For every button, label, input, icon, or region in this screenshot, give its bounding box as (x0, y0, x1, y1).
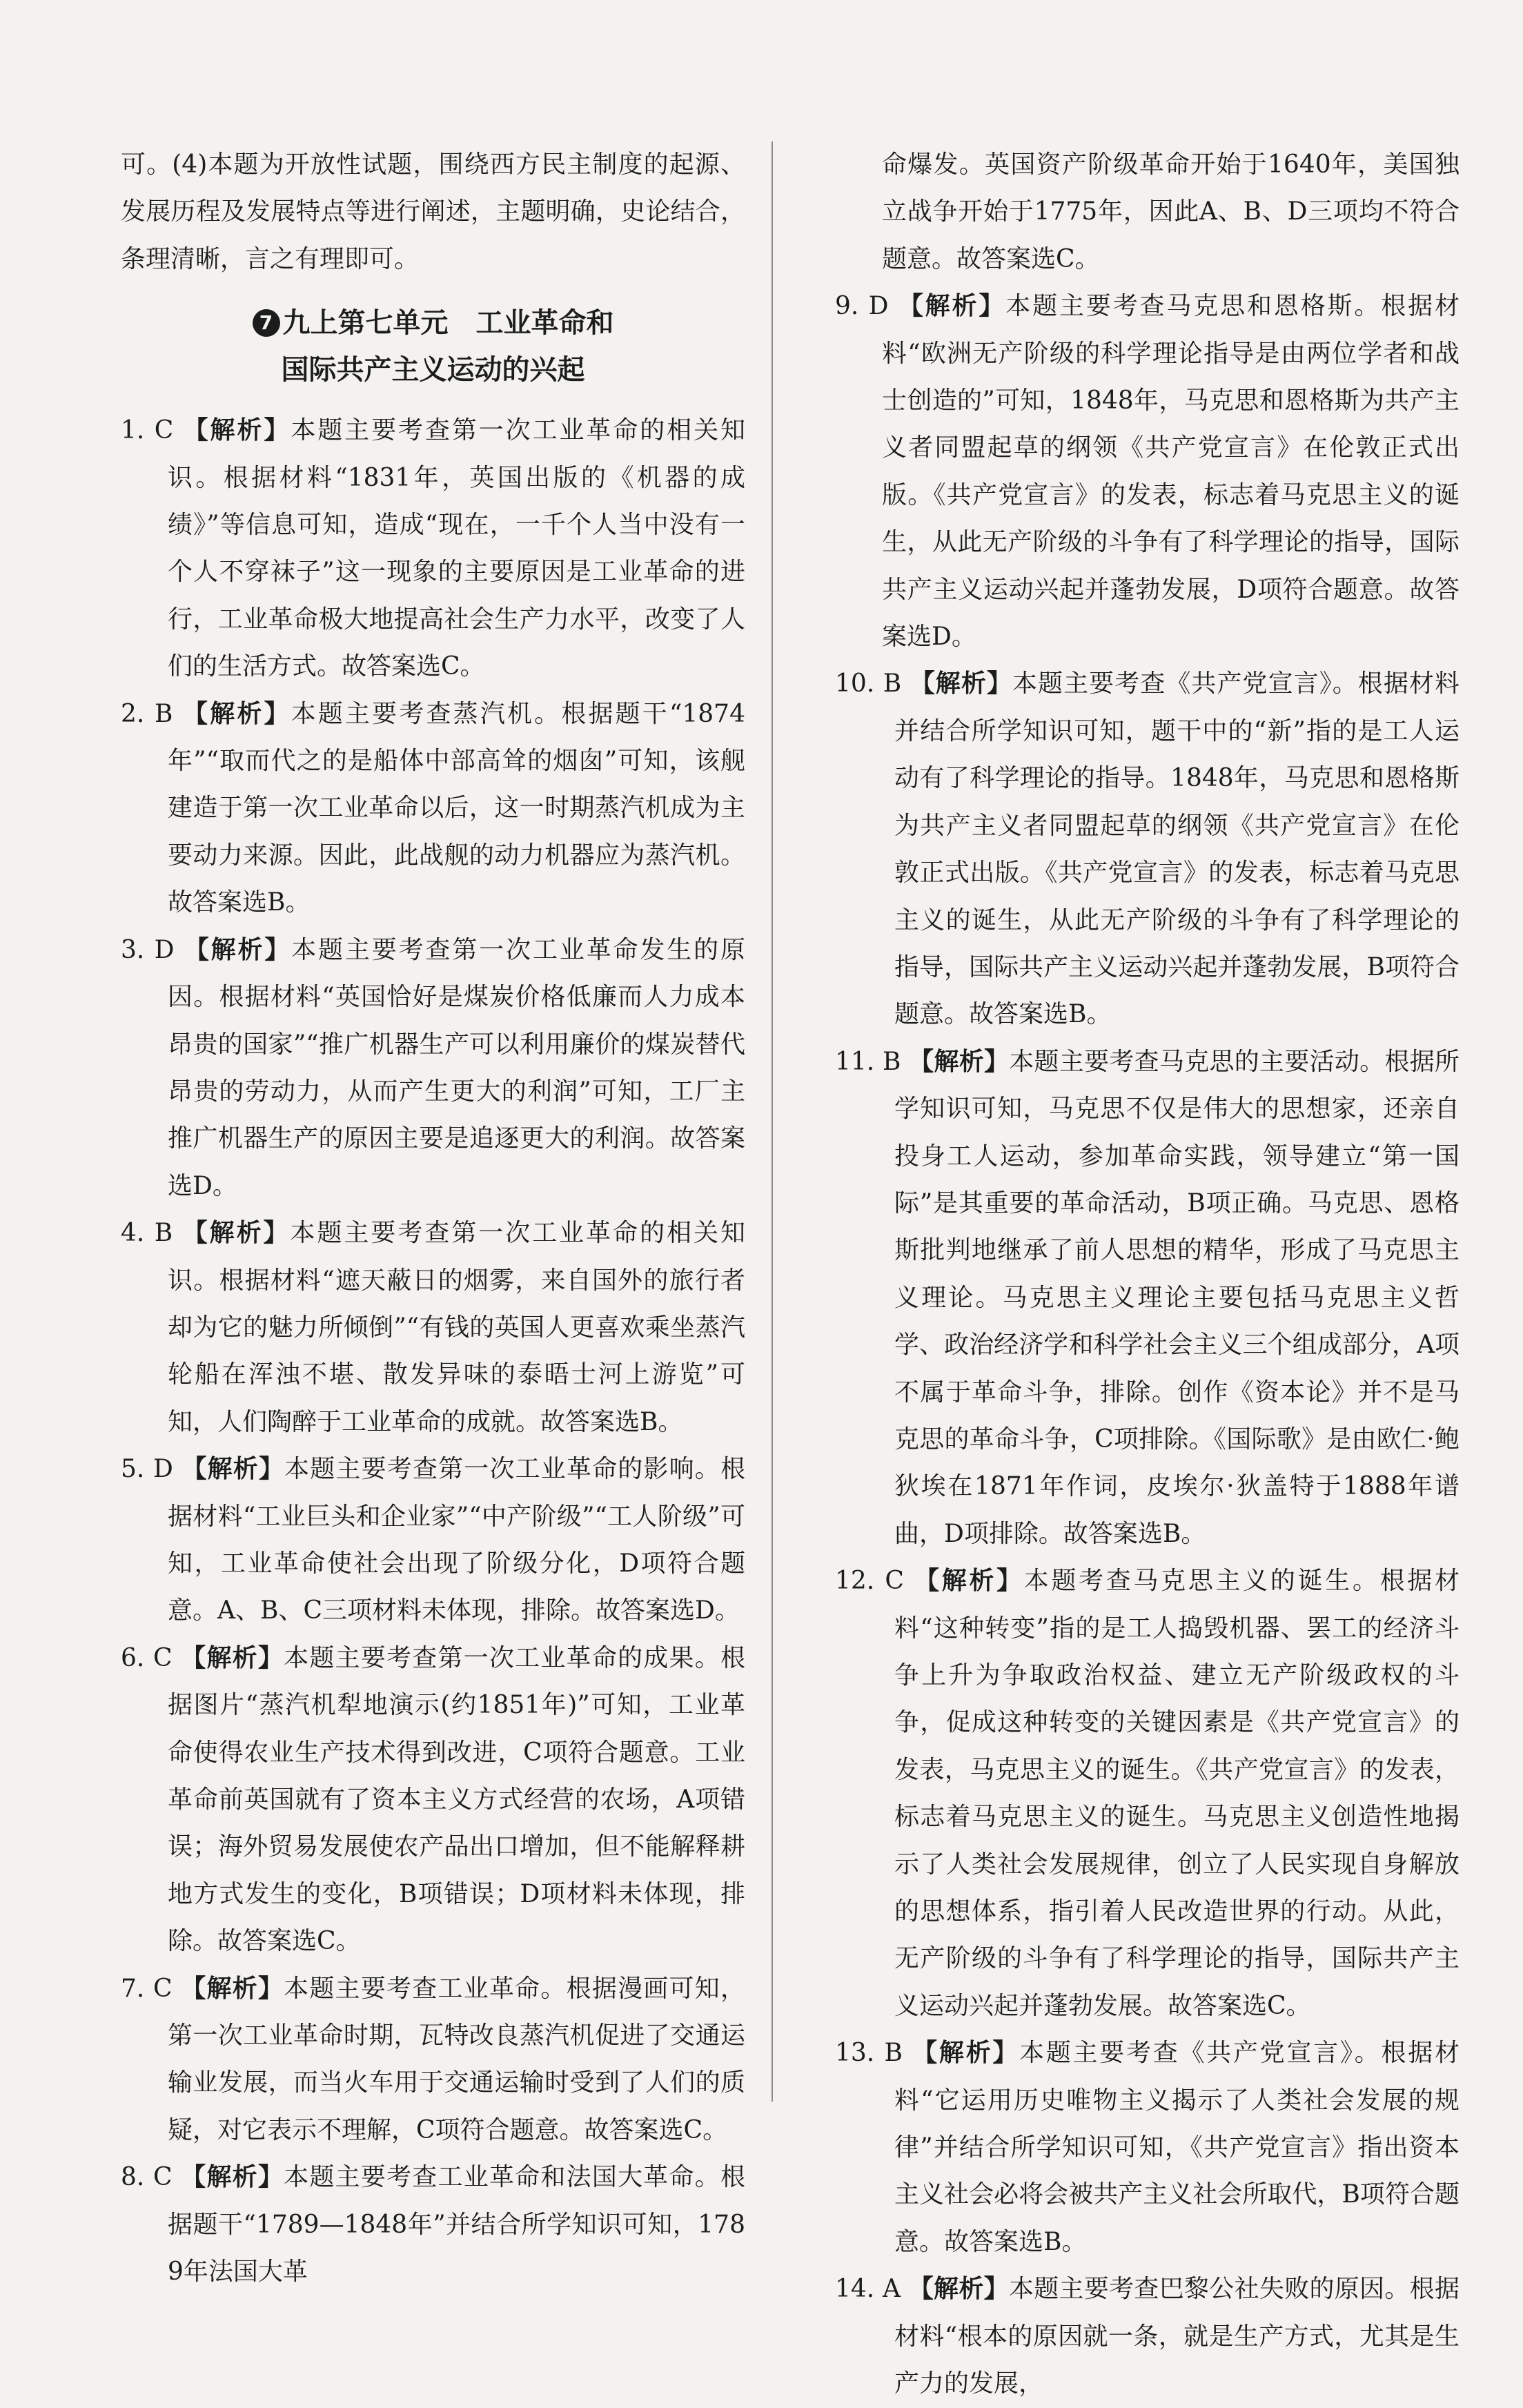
answer-text: 本题主要考查第一次工业革命发生的原因。根据材料“英国恰好是煤炭价格低廉而人力成本昂贵的国家”“推广机器生产可以利用廉价的煤炭替代昂贵的劳动力，从而产生更大的利润”可知，工厂主推广机器生产的原因主要是追逐更大的利润。故答案选D。 (168, 935, 745, 1200)
continued-text: 命爆发。英国资产阶级革命开始于1640年，美国独立战争开始于1775年，因此A、B、D三项均不符合题意。故答案选C。 (882, 150, 1460, 273)
answer-label: 6. C (121, 1643, 173, 1672)
analysis-tag: 【解析】 (181, 2163, 284, 2192)
section-title-line-2: 国际共产主义运动的兴起 (281, 354, 585, 386)
answer-label: 2. B (121, 699, 173, 728)
analysis-tag: 【解析】 (183, 699, 291, 728)
answer-label: 10. B (835, 669, 902, 698)
continued-paragraph (835, 141, 1460, 283)
analysis-tag: 【解析】 (182, 1219, 291, 1248)
answer-item-9 (835, 283, 1460, 660)
analysis-tag: 【解析】 (181, 1974, 284, 2003)
answer-item-8 (121, 2154, 745, 2296)
analysis-tag: 【解析】 (898, 292, 1006, 321)
analysis-tag: 【解析】 (908, 2275, 1009, 2304)
answer-text: 本题主要考查第一次工业革命的相关知识。根据材料“1831年，英国出版的《机器的成绩》”等信息可知，造成“现在，一千个人当中没有一个人不穿袜子”这一现象的主要原因是工业革命的进行，工业革命极大地提高社会生产力水平，改变了人们的生活方式。故答案选C。 (168, 416, 745, 681)
answer-item-6 (121, 1635, 745, 1966)
answer-text: 本题主要考查蒸汽机。根据题干“1874年”“取而代之的是船体中部高耸的烟囱”可知，该舰建造于第一次工业革命以后，这一时期蒸汽机成为主要动力来源。因此，此战舰的动力机器应为蒸汽机。故答案选B。 (168, 699, 745, 917)
intro-paragraph: 可。(4)本题为开放性试题，围绕西方民主制度的起源、发展历程及发展特点等进行阐述，主题明确，史论结合，条理清晰，言之有理即可。 (121, 150, 745, 273)
answer-text: 本题主要考查第一次工业革命的影响。根据材料“工业巨头和企业家”“中产阶级”“工人阶级”可知，工业革命使社会出现了阶级分化，D项符合题意。A、B、C三项材料未体现，排除。故答案选D。 (168, 1455, 745, 1625)
right-column (835, 141, 1460, 2408)
answer-label: 5. D (121, 1455, 173, 1484)
answer-item-13 (835, 2030, 1460, 2266)
answer-text: 本题主要考查工业革命和法国大革命。根据题干“1789—1848年”并结合所学知识可知，1789年法国大革 (168, 2163, 745, 2287)
section-title (121, 300, 745, 393)
analysis-tag: 【解析】 (914, 1567, 1024, 1596)
answer-text: 本题主要考查马克思的主要活动。根据所学知识可知，马克思不仅是伟大的思想家，还亲自投身工人运动，参加革命实践，领导建立“第一国际”是其重要的革命活动，B项正确。马克思、恩格斯批判地继承了前人思想的精华，形成了马克思主义理论。马克思主义理论主要包括马克思主义哲学、政治经济学和科学社会主义三个组成部分，A项不属于革命斗争，排除。创作《资本论》并不是马克思的革命斗争，C项排除。《国际歌》是由欧仁·鲍狄埃在1871年作词，皮埃尔·狄盖特于1888年谱曲，D项排除。故答案选B。 (894, 1047, 1460, 1548)
answer-item-12 (835, 1558, 1460, 2030)
answer-label: 9. D (835, 292, 889, 321)
answer-text: 本题主要考查第一次工业革命的相关知识。根据材料“遮天蔽日的烟雾，来自国外的旅行者却为它的魅力所倾倒”“有钱的英国人更喜欢乘坐蒸汽轮船在浑浊不堪、散发异味的泰晤士河上游览”可知，人们陶醉于工业革命的成就。故答案选B。 (168, 1219, 745, 1436)
analysis-tag: 【解析】 (184, 935, 292, 964)
analysis-tag: 【解析】 (912, 2039, 1020, 2068)
answer-item-5 (121, 1446, 745, 1635)
answer-item-7 (121, 1966, 745, 2155)
answer-label: 14. A (835, 2275, 901, 2304)
analysis-tag: 【解析】 (181, 1643, 284, 1672)
answer-text: 本题主要考查《共产党宣言》。根据材料“它运用历史唯物主义揭示了人类社会发展的规律”并结合所学知识可知，《共产党宣言》指出资本主义社会必将会被共产主义社会所取代，B项符合题意。故答案选B。 (894, 2039, 1460, 2256)
analysis-tag: 【解析】 (181, 1455, 285, 1484)
section-title-line-1 (121, 300, 745, 346)
answer-text: 本题主要考查第一次工业革命的成果。根据图片“蒸汽机犁地演示(约1851年)”可知，工业革命使得农业生产技术得到改进，C项符合题意。工业革命前英国就有了资本主义方式经营的农场，A项错误；海外贸易发展使农产品出口增加，但不能解释耕地方式发生的变化，B项错误；D项材料未体现，排除。故答案选C。 (168, 1643, 745, 1956)
answer-label: 3. D (121, 935, 175, 964)
answer-item-11 (835, 1039, 1460, 1558)
section-title-text-1: 九上第七单元 工业革命和 (282, 307, 614, 340)
answer-item-10 (835, 660, 1460, 1038)
answer-label: 11. B (835, 1047, 901, 1076)
answer-label: 1. C (121, 416, 174, 445)
answer-text: 本题主要考查巴黎公社失败的原因。根据材料“根本的原因就一条，就是生产方式，尤其是生产力的发展， (894, 2275, 1460, 2398)
left-column (121, 141, 745, 2296)
analysis-tag: 【解析】 (909, 1047, 1010, 1076)
answer-text: 本题主要考查《共产党宣言》。根据材料并结合所学知识可知，题干中的“新”指的是工人运动有了科学理论的指导。1848年，马克思和恩格斯为共产主义者同盟起草的纲领《共产党宣言》在伦敦正式出版。《共产党宣言》的发表，标志着马克思主义的诞生，从此无产阶级的斗争有了科学理论的指导，国际共产主义运动兴起并蓬勃发展，B项符合题意。故答案选B。 (894, 669, 1460, 1029)
answer-item-3 (121, 927, 745, 1210)
analysis-tag: 【解析】 (183, 416, 291, 445)
column-divider (772, 141, 773, 2102)
answer-item-1 (121, 407, 745, 690)
answer-label: 8. C (121, 2163, 173, 2192)
answer-text: 本题主要考查马克思和恩格斯。根据材料“欧洲无产阶级的科学理论指导是由两位学者和战士创造的”可知，1848年，马克思和恩格斯为共产主义者同盟起草的纲领《共产党宣言》在伦敦正式出版。《共产党宣言》的发表，标志着马克思主义的诞生，从此无产阶级的斗争有了科学理论的指导，国际共产主义运动兴起并蓬勃发展，D项符合题意。故答案选D。 (882, 292, 1460, 652)
unit-number-badge: 7 (253, 309, 280, 337)
analysis-tag: 【解析】 (910, 669, 1012, 698)
answer-item-14 (835, 2266, 1460, 2407)
answer-item-2 (121, 691, 745, 927)
answer-label: 4. B (121, 1219, 173, 1248)
answer-item-4 (121, 1210, 745, 1446)
answer-label: 13. B (835, 2039, 903, 2068)
answer-text: 本题主要考查工业革命。根据漫画可知，第一次工业革命时期，瓦特改良蒸汽机促进了交通运输业发展，而当火车用于交通运输时受到了人们的质疑，对它表示不理解，C项符合题意。故答案选C。 (168, 1974, 745, 2144)
answer-label: 12. C (835, 1567, 904, 1596)
answer-label: 7. C (121, 1974, 173, 2003)
answer-text: 本题考查马克思主义的诞生。根据材料“这种转变”指的是工人捣毁机器、罢工的经济斗争上升为争取政治权益、建立无产阶级政权的斗争，促成这种转变的关键因素是《共产党宣言》的发表，马克思主义的诞生。《共产党宣言》的发表，标志着马克思主义的诞生。马克思主义创造性地揭示了人类社会发展规律，创立了人民实现自身解放的思想体系，指引着人民改造世界的行动。从此，无产阶级的斗争有了科学理论的指导，国际共产主义运动兴起并蓬勃发展。故答案选C。 (894, 1567, 1460, 2020)
